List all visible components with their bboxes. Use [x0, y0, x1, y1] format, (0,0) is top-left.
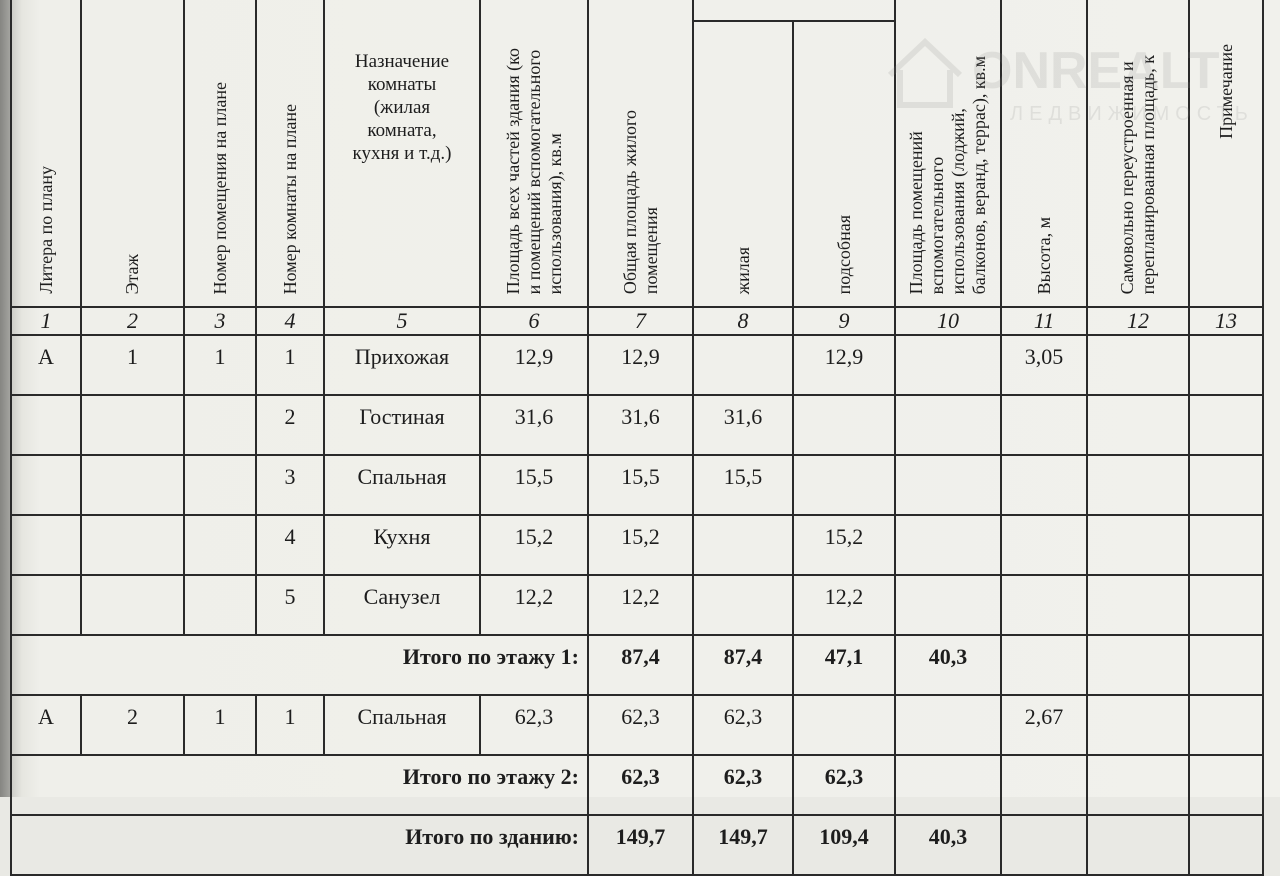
cell-area-all: 12,9: [480, 335, 588, 395]
cell-empty: [1087, 635, 1189, 695]
total-living: 47,1: [793, 635, 895, 695]
header-unauthorized-area: Самовольно переустроенная и перепланированная площадь, к: [1087, 0, 1189, 307]
column-number: 12: [1087, 307, 1189, 335]
column-number: 2: [81, 307, 184, 335]
cell-purpose: Спальная: [324, 455, 480, 515]
cell-aux: 15,2: [793, 515, 895, 575]
total-aux: 40,3: [895, 815, 1001, 875]
cell-purpose: Спальная: [324, 695, 480, 755]
header-living: жилая: [693, 21, 793, 307]
cell-litera: А: [11, 335, 81, 395]
cell-note: [1189, 335, 1263, 395]
cell-height: [1001, 575, 1087, 635]
total-label: Итого по зданию:: [11, 815, 588, 875]
column-number: 11: [1001, 307, 1087, 335]
cell-living: 62,3: [693, 695, 793, 755]
cell-floor: [81, 515, 184, 575]
cell-note: [1189, 515, 1263, 575]
cell-height: 3,05: [1001, 335, 1087, 395]
cell-area-total: 15,2: [588, 515, 693, 575]
column-numbers-row: [11, 307, 1263, 335]
cell-litera: [11, 395, 81, 455]
header-note: Примечание: [1189, 0, 1263, 307]
total-row-floor-1: [11, 635, 1263, 695]
column-number: 13: [1189, 307, 1263, 335]
total-area-all: 62,3: [588, 755, 693, 815]
cell-room: 2: [256, 395, 324, 455]
column-number: 4: [256, 307, 324, 335]
cell-floor: [81, 395, 184, 455]
cell-unauthorized: [1087, 395, 1189, 455]
cell-aux: 12,2: [793, 575, 895, 635]
cell-empty: [1189, 755, 1263, 815]
cell-area-total: 62,3: [588, 695, 693, 755]
cell-aux: [793, 455, 895, 515]
cell-room: 4: [256, 515, 324, 575]
cell-empty: [1001, 815, 1087, 875]
cell-living: 31,6: [693, 395, 793, 455]
cell-unauthorized: [1087, 335, 1189, 395]
cell-area-all: 31,6: [480, 395, 588, 455]
cell-balcony: [895, 515, 1001, 575]
cell-living: [693, 335, 793, 395]
cell-balcony: [895, 335, 1001, 395]
cell-area-all: 15,5: [480, 455, 588, 515]
cell-unauthorized: [1087, 575, 1189, 635]
cell-litera: А: [11, 695, 81, 755]
cell-aux: [793, 695, 895, 755]
table-row: [11, 455, 1263, 515]
total-area-all: 87,4: [588, 635, 693, 695]
cell-premise: 1: [184, 335, 256, 395]
column-number: 6: [480, 307, 588, 335]
cell-height: [1001, 395, 1087, 455]
cell-height: 2,67: [1001, 695, 1087, 755]
total-area-total: 149,7: [693, 815, 793, 875]
header-row-top: [11, 0, 1263, 21]
table-row: [11, 395, 1263, 455]
cell-premise: [184, 515, 256, 575]
cell-purpose: Санузел: [324, 575, 480, 635]
cell-premise: 1: [184, 695, 256, 755]
cell-purpose: Прихожая: [324, 335, 480, 395]
header-premise-number: Номер помещения на плане: [184, 0, 256, 307]
table-row: [11, 695, 1263, 755]
cell-empty: [1001, 635, 1087, 695]
cell-unauthorized: [1087, 695, 1189, 755]
cell-purpose: Гостиная: [324, 395, 480, 455]
cell-area-all: 15,2: [480, 515, 588, 575]
cell-empty: [1087, 755, 1189, 815]
header-area-all: Площадь всех частей здания (ко и помещений вспомогательного использования), кв.м: [480, 0, 588, 307]
cell-room: 5: [256, 575, 324, 635]
table-row: [11, 515, 1263, 575]
cell-purpose: Кухня: [324, 515, 480, 575]
total-label: Итого по этажу 2:: [11, 755, 588, 815]
column-number: 3: [184, 307, 256, 335]
cell-area-all: 12,2: [480, 575, 588, 635]
total-label: Итого по этажу 1:: [11, 635, 588, 695]
total-living: 62,3: [793, 755, 895, 815]
total-row-floor-2: [11, 755, 1263, 815]
cell-floor: 1: [81, 335, 184, 395]
cell-area-total: 12,2: [588, 575, 693, 635]
cell-litera: [11, 515, 81, 575]
total-area-total: 62,3: [693, 755, 793, 815]
total-aux: 40,3: [895, 635, 1001, 695]
total-area-all: 149,7: [588, 815, 693, 875]
header-floor: Этаж: [81, 0, 184, 307]
explication-table: [10, 0, 1264, 876]
cell-room: 1: [256, 335, 324, 395]
column-number: 8: [693, 307, 793, 335]
cell-floor: 2: [81, 695, 184, 755]
cell-premise: [184, 395, 256, 455]
cell-note: [1189, 395, 1263, 455]
column-number: 5: [324, 307, 480, 335]
header-litera: Литера по плану: [11, 0, 81, 307]
cell-living: [693, 575, 793, 635]
column-number: 9: [793, 307, 895, 335]
cell-note: [1189, 695, 1263, 755]
cell-litera: [11, 575, 81, 635]
cell-living: 15,5: [693, 455, 793, 515]
cell-empty: [1001, 755, 1087, 815]
header-group-area: [693, 0, 895, 21]
table-row: [11, 335, 1263, 395]
column-number: 10: [895, 307, 1001, 335]
header-purpose: Назначение комнаты (жилая комната, кухня и т.д.): [324, 0, 480, 307]
cell-litera: [11, 455, 81, 515]
column-number: 1: [11, 307, 81, 335]
cell-balcony: [895, 695, 1001, 755]
cell-room: 1: [256, 695, 324, 755]
cell-area-total: 31,6: [588, 395, 693, 455]
cell-empty: [1189, 635, 1263, 695]
cell-premise: [184, 455, 256, 515]
cell-area-total: 12,9: [588, 335, 693, 395]
cell-aux: 12,9: [793, 335, 895, 395]
cell-floor: [81, 575, 184, 635]
cell-balcony: [895, 455, 1001, 515]
cell-empty: [1087, 815, 1189, 875]
cell-aux: [793, 395, 895, 455]
cell-note: [1189, 575, 1263, 635]
cell-note: [1189, 455, 1263, 515]
total-living: 109,4: [793, 815, 895, 875]
cell-living: [693, 515, 793, 575]
header-height: Высота, м: [1001, 0, 1087, 307]
cell-premise: [184, 575, 256, 635]
total-row-building: [11, 815, 1263, 875]
cell-balcony: [895, 395, 1001, 455]
header-balcony-area: Площадь помещений вспомогательного использования (лоджий, балконов, веранд, террас), кв.м: [895, 0, 1001, 307]
cell-empty: [1189, 815, 1263, 875]
cell-balcony: [895, 575, 1001, 635]
cell-height: [1001, 455, 1087, 515]
header-auxiliary: подсобная: [793, 21, 895, 307]
cell-area-total: 15,5: [588, 455, 693, 515]
cell-floor: [81, 455, 184, 515]
cell-unauthorized: [1087, 455, 1189, 515]
cell-unauthorized: [1087, 515, 1189, 575]
cell-height: [1001, 515, 1087, 575]
total-aux: [895, 755, 1001, 815]
cell-area-all: 62,3: [480, 695, 588, 755]
total-area-total: 87,4: [693, 635, 793, 695]
column-number: 7: [588, 307, 693, 335]
header-room-number: Номер комнаты на плане: [256, 0, 324, 307]
table-row: [11, 575, 1263, 635]
cell-room: 3: [256, 455, 324, 515]
header-area-total: Общая площадь жилого помещения: [588, 0, 693, 307]
